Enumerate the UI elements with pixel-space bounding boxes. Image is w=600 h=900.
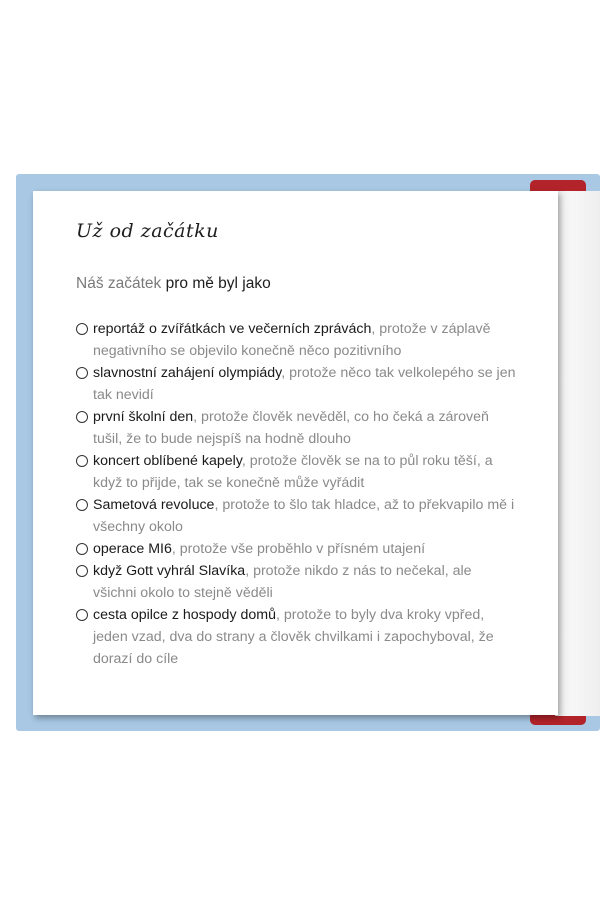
option-label: když Gott vyhrál Slavíka — [93, 563, 246, 579]
radio-circle-icon[interactable] — [76, 367, 88, 379]
page-title: Už od začátku — [76, 220, 219, 242]
radio-circle-icon[interactable] — [76, 455, 88, 467]
option-list — [76, 318, 516, 670]
option-item[interactable] — [76, 604, 516, 670]
option-label: cesta opilce z hospody domů — [93, 607, 276, 623]
option-label: koncert oblíbené kapely — [93, 453, 242, 469]
option-label: reportáž o zvířátkách ve večerních zprávách — [93, 321, 372, 337]
page-stack-edge — [555, 191, 600, 716]
option-reason: , protože člověk se na to půl roku těší, a když to přijde, tak se konečně může vyřádit — [93, 453, 493, 491]
option-item[interactable] — [76, 362, 516, 406]
option-label: Sametová revoluce — [93, 497, 215, 513]
option-reason: , protože to byly dva kroky vpřed, jeden vzad, dva do strany a člověk chvilkami i zapochyboval, že dorazí do cíle — [93, 607, 494, 667]
option-reason: , protože v záplavě negativního se objevilo konečně něco pozitivního — [93, 321, 491, 359]
radio-circle-icon[interactable] — [76, 411, 88, 423]
option-reason: , protože vše proběhlo v přísném utajení — [171, 541, 426, 557]
radio-circle-icon[interactable] — [76, 543, 88, 555]
radio-circle-icon[interactable] — [76, 499, 88, 511]
intro-prefix: Náš začátek — [76, 275, 166, 292]
intro-line — [76, 275, 271, 293]
option-reason: , protože nikdo z nás to nečekal, ale všichni okolo to stejně věděli — [93, 563, 472, 601]
option-item[interactable] — [76, 318, 516, 362]
intro-emphasis: pro mě byl jako — [165, 275, 271, 292]
option-label: slavnostní zahájení olympiády — [93, 365, 282, 381]
option-reason: , protože něco tak velkolepého se jen tak nevidí — [93, 365, 516, 403]
radio-circle-icon[interactable] — [76, 609, 88, 621]
option-item[interactable] — [76, 538, 516, 560]
option-item[interactable] — [76, 560, 516, 604]
option-label: operace MI6 — [93, 541, 172, 557]
option-item[interactable] — [76, 494, 516, 538]
option-item[interactable] — [76, 406, 516, 450]
radio-circle-icon[interactable] — [76, 565, 88, 577]
radio-circle-icon[interactable] — [76, 323, 88, 335]
option-reason: , protože to šlo tak hladce, až to překvapilo mě i všechny okolo — [93, 497, 515, 535]
option-item[interactable] — [76, 450, 516, 494]
option-label: první školní den — [93, 409, 194, 425]
option-reason: , protože člověk nevěděl, co ho čeká a zároveň tušil, že to bude nejspíš na hodně dlouho — [93, 409, 489, 447]
